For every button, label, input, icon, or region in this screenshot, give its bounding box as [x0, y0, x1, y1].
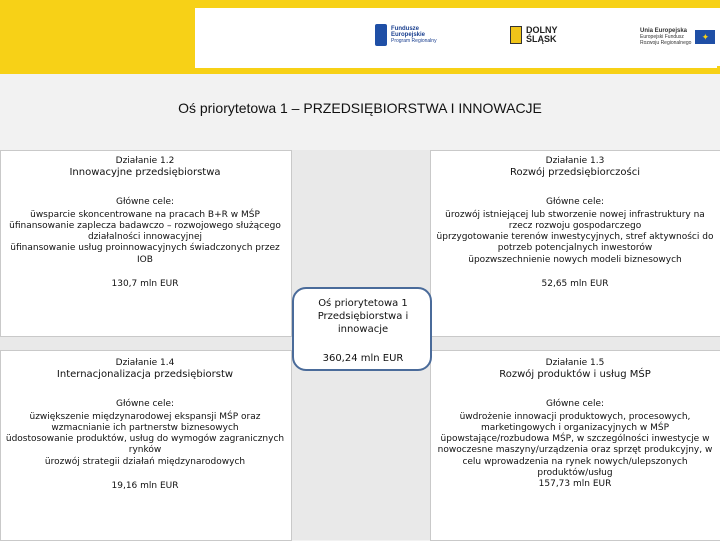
card-tr-goal-1: ürozwój istniejącej lub stworzenie nowej infrastruktury na rzecz rozwoju gospodarczego: [445, 209, 705, 231]
fe-star-icon: [375, 24, 387, 46]
action-1-4-card: [2, 358, 288, 492]
card-bl-goals-label: Główne cele:: [115, 399, 175, 410]
unia-europejska-logo: [640, 28, 715, 46]
fe-logo-line1: Fundusze: [391, 26, 419, 32]
card-br-goals-label: Główne cele:: [545, 399, 605, 410]
logo-strip: [195, 8, 717, 68]
card-tr-goal-3: üpozwszechnienie nowych modeli biznesowych: [468, 254, 682, 265]
dolny-slask-logo: [510, 26, 558, 44]
ds-logo-line2: ŚLĄSK: [526, 34, 557, 44]
card-tl-heading2: Innowacyjne przedsiębiorstwa: [69, 167, 221, 179]
card-bl-goal-2: üdostosowanie produktów, usług do wymogów zagranicznych rynków: [5, 434, 285, 456]
card-br-goal-1: üwdrożenie innowacji produktowych, procesowych, marketingowych i organizacyjnych w MŚP: [459, 411, 691, 433]
ue-logo-line2: Europejski Fundusz: [640, 34, 684, 40]
page-title: Oś priorytetowa 1 – PRZEDSIĘBIORSTWA I INNOWACJE: [178, 100, 542, 116]
card-tr-amount: 52,65 mln EUR: [541, 279, 609, 290]
fe-logo-line2: Europejskie: [391, 32, 426, 38]
card-br-heading2: Rozwój produktów i usług MŚP: [499, 369, 651, 381]
card-tr-goals-label: Główne cele:: [545, 197, 605, 208]
card-tl-goal-3: üfinansowanie usług proinnowacyjnych świadczonych przez IOB: [10, 243, 280, 265]
ds-logo-line1: DOLNY: [526, 25, 558, 35]
center-priority-label: Oś priorytetowa 1 Przedsiębiorstwa i innowacje: [317, 298, 409, 335]
card-tr-heading2: Rozwój przedsiębiorczości: [510, 167, 640, 179]
fe-logo-line3: Program Regionalny: [391, 38, 437, 44]
card-tl-goals-label: Główne cele:: [115, 197, 175, 208]
center-priority-amount: 360,24 mln EUR: [322, 353, 404, 364]
action-1-3-card: [434, 156, 716, 290]
fundusze-europejskie-logo: [375, 24, 437, 46]
card-bl-goal-1: üzwiększenie międzynarodowej ekspansji MŚP oraz wzmacnianie ich partnerstw biznesowych: [29, 411, 261, 433]
card-bl-amount: 19,16 mln EUR: [111, 481, 179, 492]
ue-logo-line3: Rozwoju Regionalnego: [640, 40, 692, 46]
card-bl-goal-3: ürozwój strategii działań międzynarodowych: [44, 456, 246, 467]
header-bar: [0, 0, 720, 74]
card-tl-amount: 130,7 mln EUR: [111, 279, 179, 290]
eagle-crest-icon: [510, 26, 522, 44]
card-tl-goal-1: üwsparcie skoncentrowane na pracach B+R w MŚP: [30, 209, 260, 220]
ue-logo-line1: Unia Europejska: [640, 28, 688, 34]
card-br-amount: 157,73 mln EUR: [538, 479, 612, 490]
card-tr-heading1: Działanie 1.3: [545, 156, 605, 166]
eu-flag-icon: ✦: [695, 30, 715, 44]
yellow-left-block: [0, 8, 195, 66]
card-tl-heading1: Działanie 1.2: [115, 156, 175, 166]
card-tl-goal-2: üfinansowanie zaplecza badawczo – rozwojowego służącego działalności innowacyjnej: [9, 220, 281, 243]
card-br-goal-2: üpowstające/rozbudowa MŚP, w szczególności inwestycje w nowoczesne maszyny/urządzenia oraz sprzęt produkcyjny, w celu wprowadzenia na rynek nowych/ulepszonych produktów/usług: [437, 434, 713, 479]
action-1-5-card: [434, 358, 716, 491]
card-tr-goal-2: üprzygotowanie terenów inwestycyjnych, stref aktywności do potrzeb potencjalnych inwestorów: [436, 232, 714, 254]
card-bl-heading1: Działanie 1.4: [115, 358, 175, 368]
yellow-top-band: [0, 0, 720, 8]
action-1-2-card: [2, 156, 288, 290]
card-br-heading1: Działanie 1.5: [545, 358, 605, 368]
card-bl-heading2: Internacjonalizacja przedsiębiorstw: [56, 369, 234, 381]
